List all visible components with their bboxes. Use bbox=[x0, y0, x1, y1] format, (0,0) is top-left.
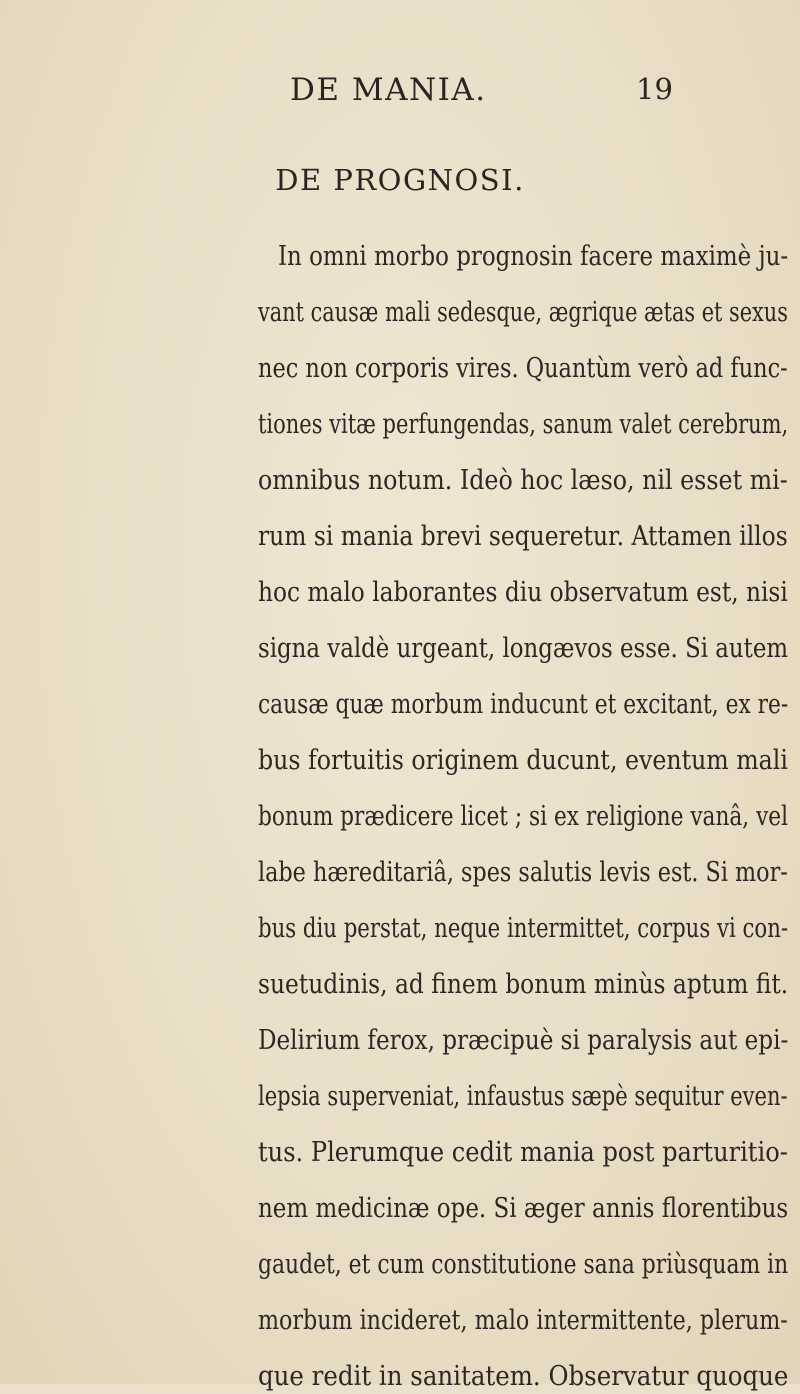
text-line: omnibus notum. Ideò hoc læso, nil esset mi- bbox=[258, 465, 788, 496]
text-line: lepsia superveniat, infaustus sæpè sequitur even- bbox=[258, 1081, 788, 1112]
text-line: labe hæreditariâ, spes salutis levis est. Si mor- bbox=[258, 857, 788, 888]
text-line: nem medicinæ ope. Si æger annis florentibus bbox=[258, 1193, 789, 1224]
text-line: In omni morbo prognosin facere maximè ju- bbox=[278, 241, 789, 272]
text-line: signa valdè urgeant, longævos esse. Si autem bbox=[258, 633, 789, 664]
text-line: tus. Plerumque cedit mania post parturitio- bbox=[258, 1137, 788, 1168]
running-title: DE MANIA. bbox=[290, 72, 487, 108]
section-title: DE PROGNOSI. bbox=[275, 163, 525, 197]
text-line: bonum prædicere licet ; si ex religione vanâ, vel bbox=[258, 801, 789, 832]
text-line: que redit in sanitatem. Observatur quoque bbox=[258, 1361, 789, 1392]
text-line: Delirium ferox, præcipuè si paralysis aut epi- bbox=[258, 1025, 789, 1056]
text-line: bus fortuitis originem ducunt, eventum mali bbox=[258, 745, 788, 776]
text-line: tiones vitæ perfungendas, sanum valet cerebrum, bbox=[258, 409, 789, 440]
text-line: bus diu perstat, neque intermittet, corpus vi con- bbox=[258, 913, 789, 944]
text-line: suetudinis, ad finem bonum minùs aptum fit. bbox=[258, 969, 789, 1000]
text-line: nec non corporis vires. Quantùm verò ad func- bbox=[258, 353, 788, 384]
page-number: 19 bbox=[636, 72, 673, 106]
text-line: causæ quæ morbum inducunt et excitant, ex re- bbox=[258, 689, 789, 720]
text-line: rum si mania brevi sequeretur. Attamen illos bbox=[258, 521, 788, 552]
text-line: morbum incideret, malo intermittente, plerum- bbox=[258, 1305, 788, 1336]
text-line: hoc malo laborantes diu observatum est, nisi bbox=[258, 577, 788, 608]
page-header bbox=[0, 72, 800, 112]
text-line: gaudet, et cum constitutione sana priùsquam in bbox=[258, 1249, 789, 1280]
text-line: vant causæ mali sedesque, ægrique ætas et sexus bbox=[258, 297, 788, 328]
